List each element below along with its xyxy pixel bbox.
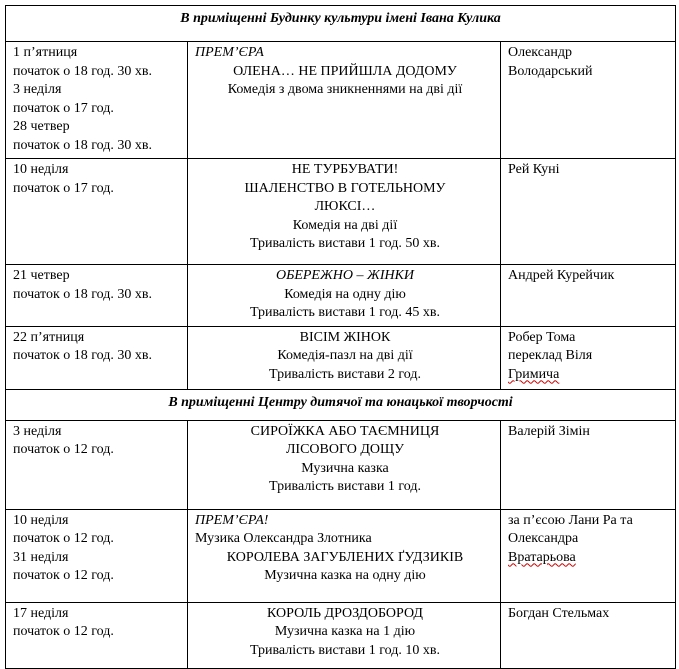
show-duration: Тривалість вистави 1 год. [269,479,421,494]
show-cell [188,159,501,265]
author-line: Богдан Стельмах [508,605,610,621]
date-line: початок о 17 год. [13,180,114,196]
show-cell [188,509,501,602]
show-music: Музика Олександра Злотника [195,531,372,546]
author-cell [501,265,676,327]
table-row [6,42,676,159]
section-title: В приміщенні Центру дитячої та юнацької творчості [6,389,676,420]
date-line: 10 неділя [13,512,69,528]
table-row [6,159,676,265]
section-header-row [6,389,676,420]
show-cell [188,602,501,668]
show-title: ШАЛЕНСТВО В ГОТЕЛЬНОМУ [244,180,446,196]
date-line: початок о 18 год. 30 хв. [13,63,152,79]
author-line: Володарський [508,63,593,79]
date-line: 17 неділя [13,605,69,621]
show-duration: Тривалість вистави 1 год. 10 хв. [249,642,440,658]
date-line: 1 п’ятниця [13,45,78,60]
dates-cell [6,42,188,159]
show-duration: Тривалість вистави 2 год. [269,366,421,382]
dates-cell [6,159,188,265]
dates-cell [6,509,188,602]
show-genre: Музична казка [301,460,389,476]
author-cell [501,326,676,389]
author-cell [501,159,676,265]
date-line: початок о 12 год. [13,442,114,457]
table-row [6,602,676,668]
author-cell [501,509,676,602]
dates-cell [6,326,188,389]
show-title: ОБЕРЕЖНО – ЖІНКИ [275,268,415,283]
author-cell [501,420,676,509]
date-line: 22 п’ятниця [13,329,85,345]
show-duration: Тривалість вистави 1 год. 50 хв. [249,236,440,251]
show-title: ВІСІМ ЖІНОК [299,329,391,345]
author-line: Гримича [508,366,560,382]
author-line: Олександр [508,45,572,60]
date-line: початок о 18 год. 30 хв. [13,286,152,302]
author-cell [501,42,676,159]
premiere-label: ПРЕМ’ЄРА [195,45,264,60]
author-line: переклад Віля [508,348,593,363]
show-genre: Комедія на одну дію [284,286,406,302]
date-line: 28 четвер [13,119,70,134]
author-line: Олександра [508,531,579,546]
table-row [6,265,676,327]
show-genre: Комедія з двома зникненнями на дві дії [227,82,463,97]
show-title: НЕ ТУРБУВАТИ! [291,162,399,177]
premiere-label: ПРЕМ’ЄРА! [195,512,269,528]
show-genre: Комедія на дві дії [292,217,398,233]
dates-cell [6,420,188,509]
schedule-table [5,5,676,669]
date-line: 10 неділя [13,162,69,177]
show-cell [188,42,501,159]
author-line: Андрей Курейчик [508,268,615,283]
dates-cell [6,265,188,327]
author-line: Вратарьова [508,549,576,565]
show-duration: Тривалість вистави 1 год. 45 хв. [249,305,440,320]
date-line: початок о 17 год. [13,100,114,116]
section-header-row [6,6,676,42]
date-line: 3 неділя [13,423,62,439]
author-line: Робер Тома [508,329,576,345]
author-cell [501,602,676,668]
author-line: Рей Куні [508,162,560,177]
author-line: Валерій Зімін [508,423,590,439]
show-cell [188,326,501,389]
show-genre: Музична казка на 1 дію [274,624,416,639]
date-line: початок о 12 год. [13,568,114,583]
table-row [6,420,676,509]
date-line: початок о 18 год. 30 хв. [13,137,152,153]
section-title: В приміщенні Будинку культури імені Івана Кулика [6,6,676,42]
show-title: ОЛЕНА… НЕ ПРИЙШЛА ДОДОМУ [233,63,457,79]
table-row [6,326,676,389]
show-title: СИРОЇЖКА АБО ТАЄМНИЦЯ [250,423,440,439]
date-line: початок о 12 год. [13,531,114,546]
dates-cell [6,602,188,668]
table-row [6,509,676,602]
date-line: 31 неділя [13,549,69,565]
show-title: ЛЮКСІ… [314,199,376,214]
date-line: початок о 12 год. [13,624,114,639]
show-genre: Комедія-пазл на дві дії [277,348,413,363]
author-line: за п’єсою Лани Ра та [508,512,633,528]
show-title: КОРОЛЕВА ЗАГУБЛЕНИХ ҐУДЗИКІВ [226,549,464,565]
date-line: початок о 18 год. 30 хв. [13,348,152,363]
show-cell [188,265,501,327]
date-line: 21 четвер [13,268,70,283]
show-genre: Музична казка на одну дію [264,568,426,583]
date-line: 3 неділя [13,82,62,97]
show-title: ЛІСОВОГО ДОЩУ [285,442,405,457]
show-title: КОРОЛЬ ДРОЗДОБОРОД [267,605,423,621]
show-cell [188,420,501,509]
